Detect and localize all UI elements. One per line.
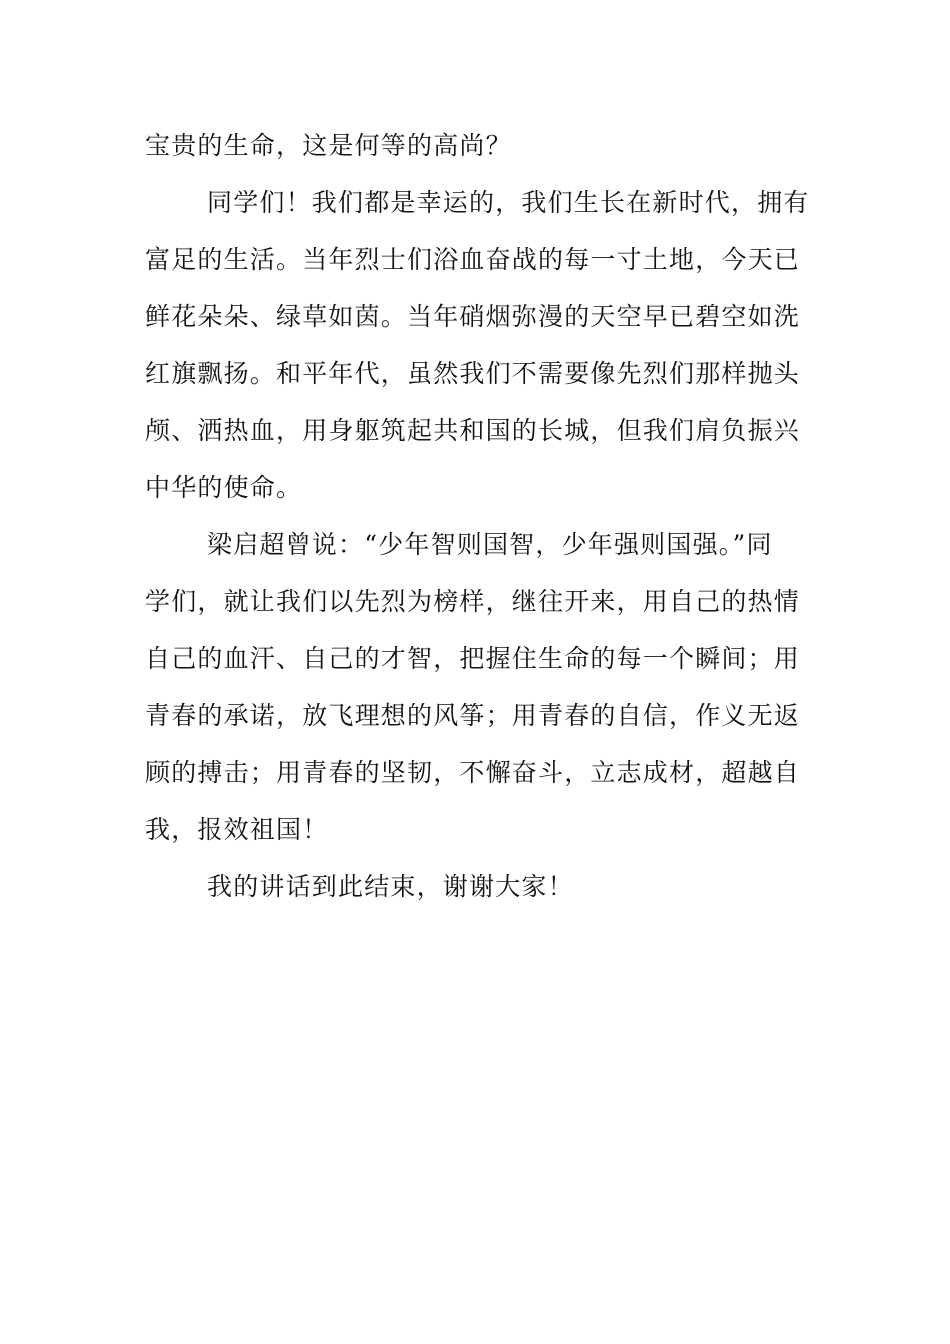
paragraph-continuation: [145, 117, 810, 174]
text-line: 我的讲话到此结束，谢谢大家！: [207, 872, 574, 901]
text-line: 青春的承诺，放飞理想的风筝；用青春的自信，作义无返: [145, 701, 801, 730]
text-line: 红旗飘扬。和平年代，虽然我们不需要像先烈们那样抛头: [145, 359, 801, 388]
text-line: 宝贵的生命，这是何等的高尚？: [145, 131, 512, 160]
text-line: 鲜花朵朵、绿草如茵。当年硝烟弥漫的天空早已碧空如洗: [145, 302, 801, 331]
text-line: 学们，就让我们以先烈为榜样，继往开来，用自己的热情: [145, 587, 801, 616]
paragraph-closing: [145, 858, 810, 915]
text-line: 自己的血汗、自己的才智，把握住生命的每一个瞬间；用: [145, 644, 801, 673]
speech-text: [145, 117, 810, 915]
paragraph-liang-qichao-quote: [145, 516, 810, 858]
text-line: 中华的使命。: [145, 473, 303, 502]
text-line: 颅、洒热血，用身躯筑起共和国的长城，但我们肩负振兴: [145, 416, 801, 445]
text-line: 顾的搏击；用青春的坚韧，不懈奋斗，立志成材，超越自: [145, 758, 801, 787]
text-line: 我，报效祖国！: [145, 815, 329, 844]
text-line: 富足的生活。当年烈士们浴血奋战的每一寸土地，今天已: [145, 245, 801, 274]
text-line: 同学们！我们都是幸运的，我们生长在新时代，拥有: [207, 188, 810, 217]
paragraph-students-fortunate: [145, 174, 810, 516]
text-line: 梁启超曾说：“少年智则国智，少年强则国强。”同: [207, 530, 773, 559]
